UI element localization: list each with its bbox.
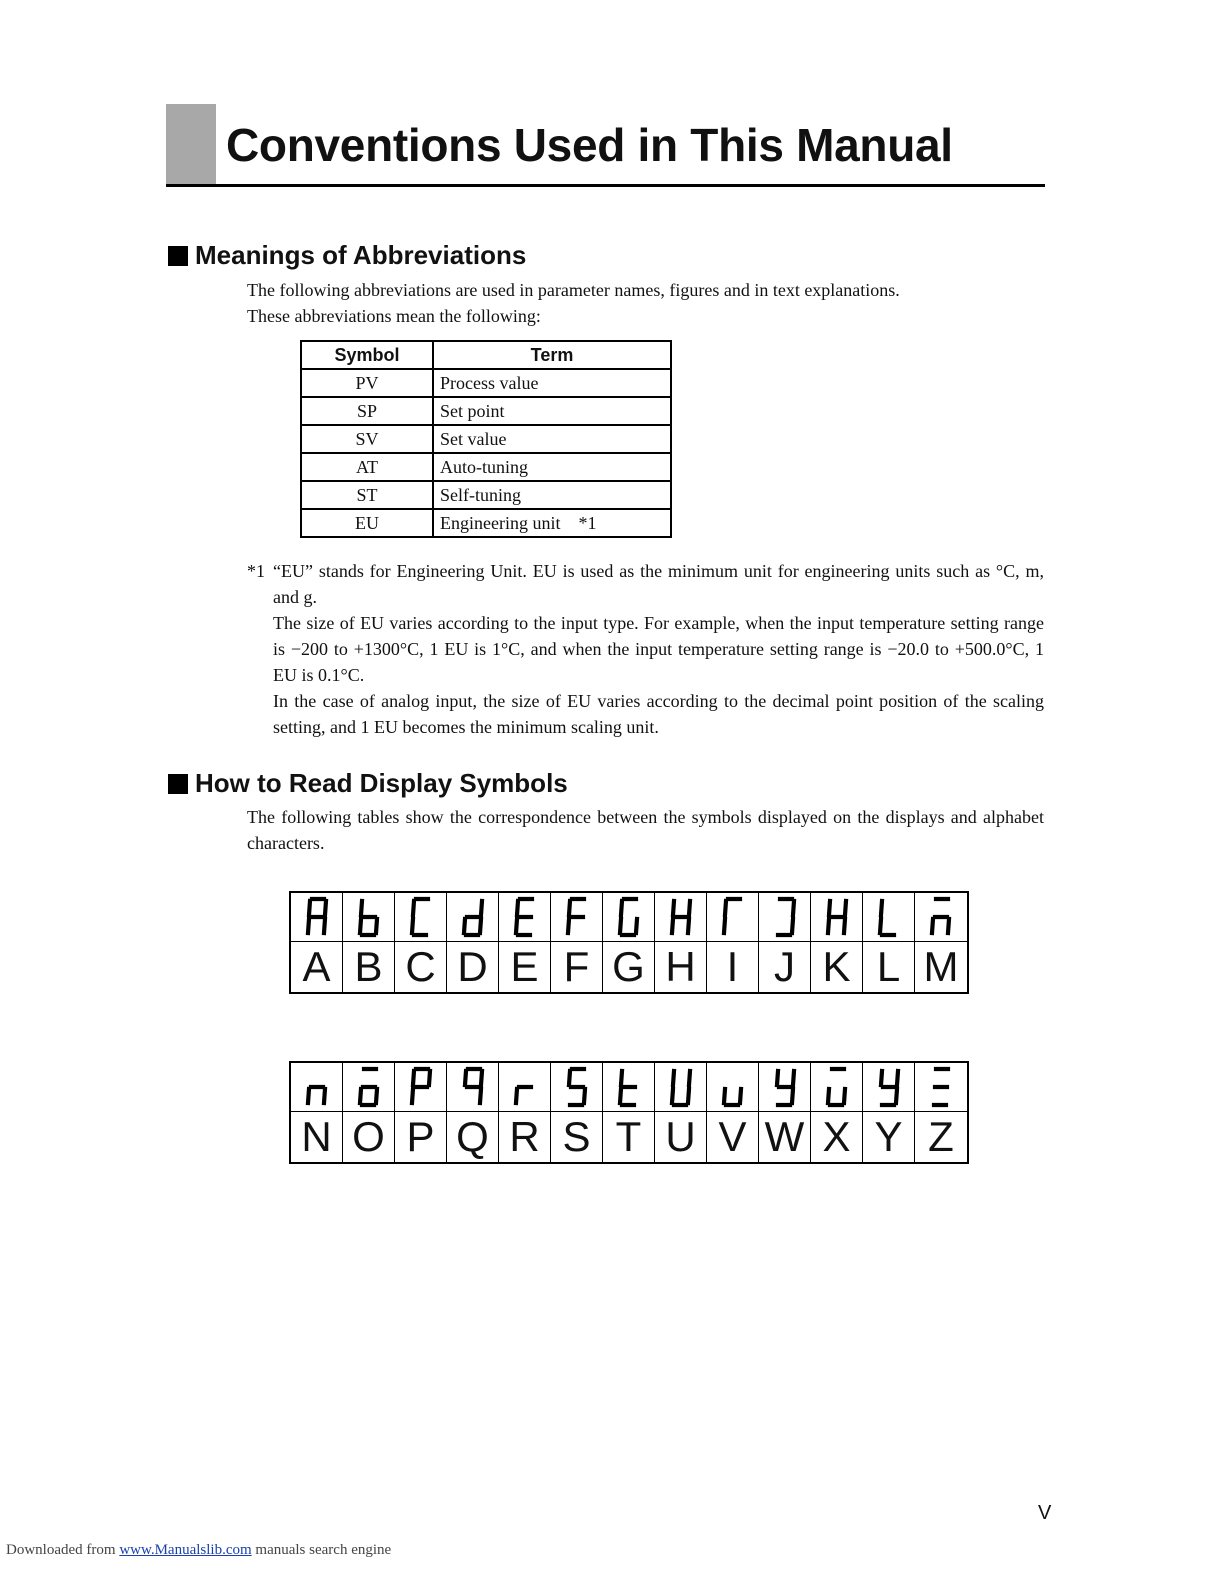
footer-suffix: manuals search engine bbox=[255, 1542, 392, 1558]
display-symbol-cell bbox=[863, 893, 915, 992]
alphabet-letter: L bbox=[876, 943, 901, 990]
display-symbol-cell bbox=[291, 893, 343, 992]
display-symbols-intro bbox=[247, 804, 1044, 856]
table-row bbox=[301, 369, 671, 397]
seg-L-icon bbox=[863, 893, 914, 942]
symbol-cell: AT bbox=[301, 453, 433, 481]
table-row bbox=[301, 453, 671, 481]
abbreviations-intro bbox=[247, 277, 1044, 329]
display-symbol-cell bbox=[447, 1063, 499, 1162]
intro-line: The following abbreviations are used in parameter names, figures and in text explanations. bbox=[247, 280, 900, 300]
symbol-cell: SV bbox=[301, 425, 433, 453]
term-cell: Auto-tuning bbox=[433, 453, 671, 481]
alphabet-letter: V bbox=[718, 1113, 747, 1160]
seg-S-icon bbox=[551, 1063, 602, 1112]
alphabet-letter: A bbox=[302, 943, 331, 990]
display-symbol-cell bbox=[603, 893, 655, 992]
seg-M-icon bbox=[915, 893, 967, 942]
table-row bbox=[301, 397, 671, 425]
alphabet-letter: J bbox=[774, 943, 795, 990]
alphabet-letter: X bbox=[822, 1113, 851, 1160]
section-heading-display-symbols bbox=[168, 768, 568, 799]
seg-b-icon bbox=[343, 893, 394, 942]
seg-t-icon bbox=[603, 1063, 654, 1112]
footnote-paragraph: The size of EU varies according to the input type. For example, when the input temperature setting range is −200 to +1300°C, 1 EU is 1°C, and when the input temperature setting range is −20.0 to +500.0°C, 1 EU is 0.1°C. bbox=[273, 613, 1044, 685]
seg-W-icon bbox=[759, 1063, 810, 1112]
alphabet-letter: I bbox=[726, 943, 739, 990]
alphabet-letter: S bbox=[562, 1113, 591, 1160]
symbol-cell: PV bbox=[301, 369, 433, 397]
display-symbol-cell bbox=[499, 893, 551, 992]
display-symbol-cell bbox=[343, 893, 395, 992]
term-cell: Process value bbox=[433, 369, 671, 397]
column-header-term: Term bbox=[433, 341, 671, 369]
alphabet-letter: Z bbox=[928, 1113, 954, 1160]
section-heading-abbreviations bbox=[168, 240, 526, 271]
display-symbol-table-n-z bbox=[289, 1061, 969, 1164]
alphabet-letter: H bbox=[665, 943, 696, 990]
alphabet-letter: M bbox=[923, 943, 959, 990]
alphabet-letter: U bbox=[665, 1113, 696, 1160]
seg-o-icon bbox=[343, 1063, 394, 1112]
alphabet-letter: R bbox=[509, 1113, 540, 1160]
display-symbol-cell bbox=[551, 893, 603, 992]
display-symbol-cell bbox=[655, 893, 707, 992]
intro-line: These abbreviations mean the following: bbox=[247, 306, 541, 326]
display-symbol-cell bbox=[915, 893, 967, 992]
seg-Z-icon bbox=[915, 1063, 967, 1112]
seg-X-icon bbox=[811, 1063, 862, 1112]
alphabet-letter: K bbox=[822, 943, 851, 990]
display-symbol-cell bbox=[811, 1063, 863, 1162]
display-symbol-cell bbox=[447, 893, 499, 992]
seg-U-icon bbox=[655, 1063, 706, 1112]
display-symbol-cell bbox=[395, 893, 447, 992]
intro-paragraph: The following tables show the correspondence between the symbols displayed on the displays and alphabet characters. bbox=[247, 807, 1044, 853]
bullet-square-icon bbox=[168, 246, 188, 266]
alphabet-letter: F bbox=[563, 943, 590, 990]
table-header-row bbox=[301, 341, 671, 369]
section-heading-text: Meanings of Abbreviations bbox=[195, 240, 527, 270]
display-symbol-cell bbox=[759, 893, 811, 992]
abbreviations-table bbox=[300, 340, 672, 538]
alphabet-letter: O bbox=[352, 1113, 385, 1160]
seg-y-icon bbox=[863, 1063, 914, 1112]
display-symbol-cell bbox=[499, 1063, 551, 1162]
seg-I-icon bbox=[707, 893, 758, 942]
seg-d-icon bbox=[447, 893, 498, 942]
display-symbol-cell bbox=[395, 1063, 447, 1162]
page-title: Conventions Used in This Manual bbox=[226, 119, 953, 171]
display-symbol-cell bbox=[343, 1063, 395, 1162]
display-symbol-cell bbox=[551, 1063, 603, 1162]
table-row bbox=[301, 509, 671, 537]
footer bbox=[6, 1542, 391, 1559]
alphabet-letter: E bbox=[510, 943, 539, 990]
term-cell: Self-tuning bbox=[433, 481, 671, 509]
display-symbol-cell bbox=[707, 893, 759, 992]
footnote-paragraph: In the case of analog input, the size of EU varies according to the decimal point position of the scaling setting, and 1 EU becomes the minimum scaling unit. bbox=[273, 691, 1044, 737]
seg-C-icon bbox=[395, 893, 446, 942]
alphabet-letter: D bbox=[457, 943, 488, 990]
section-heading-text: How to Read Display Symbols bbox=[195, 768, 568, 798]
term-cell: Engineering unit *1 bbox=[433, 509, 671, 537]
alphabet-letter: N bbox=[301, 1113, 332, 1160]
seg-n-icon bbox=[291, 1063, 342, 1112]
column-header-symbol: Symbol bbox=[301, 341, 433, 369]
page-number: V bbox=[1038, 1502, 1052, 1524]
seg-K-icon bbox=[811, 893, 862, 942]
seg-J-icon bbox=[759, 893, 810, 942]
display-symbol-cell bbox=[863, 1063, 915, 1162]
display-symbol-cell bbox=[759, 1063, 811, 1162]
display-symbol-cell bbox=[655, 1063, 707, 1162]
seg-r-icon bbox=[499, 1063, 550, 1112]
symbol-cell: SP bbox=[301, 397, 433, 425]
page-title-block bbox=[166, 104, 1045, 187]
footnote-paragraph: “EU” stands for Engineering Unit. EU is used as the minimum unit for engineering units such as °C, m, and g. bbox=[273, 561, 1044, 607]
table-row bbox=[301, 425, 671, 453]
footnote-mark: *1 bbox=[247, 561, 265, 581]
alphabet-letter: B bbox=[354, 943, 383, 990]
seg-V-icon bbox=[707, 1063, 758, 1112]
footer-prefix: Downloaded from bbox=[6, 1542, 116, 1558]
symbol-cell: EU bbox=[301, 509, 433, 537]
term-cell: Set value bbox=[433, 425, 671, 453]
seg-E-icon bbox=[499, 893, 550, 942]
table-row bbox=[301, 481, 671, 509]
seg-H-icon bbox=[655, 893, 706, 942]
alphabet-letter: G bbox=[612, 943, 645, 990]
bullet-square-icon bbox=[168, 774, 188, 794]
alphabet-letter: Q bbox=[456, 1113, 489, 1160]
display-symbol-cell bbox=[603, 1063, 655, 1162]
display-symbol-cell bbox=[707, 1063, 759, 1162]
display-symbol-cell bbox=[811, 893, 863, 992]
seg-A-icon bbox=[291, 893, 342, 942]
seg-q-icon bbox=[447, 1063, 498, 1112]
alphabet-letter: C bbox=[405, 943, 436, 990]
term-cell: Set point bbox=[433, 397, 671, 425]
footer-link[interactable]: www.Manualslib.com bbox=[119, 1542, 252, 1558]
alphabet-letter: W bbox=[764, 1113, 805, 1160]
symbol-cell: ST bbox=[301, 481, 433, 509]
alphabet-letter: Y bbox=[874, 1113, 903, 1160]
seg-P-icon bbox=[395, 1063, 446, 1112]
footnote-eu bbox=[247, 558, 1044, 740]
title-accent-bar bbox=[166, 104, 216, 184]
display-symbol-cell bbox=[915, 1063, 967, 1162]
display-symbol-table-a-m bbox=[289, 891, 969, 994]
alphabet-letter: P bbox=[406, 1113, 435, 1160]
seg-F-icon bbox=[551, 893, 602, 942]
seg-G-icon bbox=[603, 893, 654, 942]
display-symbol-cell bbox=[291, 1063, 343, 1162]
alphabet-letter: T bbox=[615, 1113, 642, 1160]
